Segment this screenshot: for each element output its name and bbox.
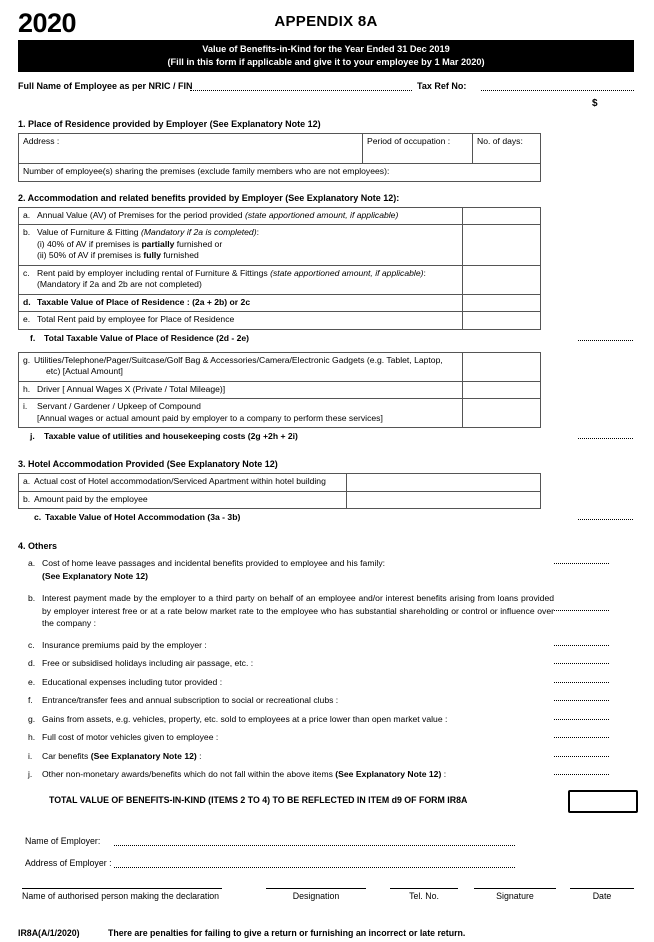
subtotal-2j-row	[18, 428, 634, 446]
list-item	[18, 657, 634, 670]
employee-name-row	[18, 81, 634, 95]
row-2e-value[interactable]	[463, 312, 541, 330]
address-cell[interactable]	[19, 134, 363, 164]
item-d-text: Free or subsidised holidays including air passage, etc. :	[42, 658, 254, 668]
row-2i-value[interactable]	[463, 399, 541, 428]
tax-ref-input[interactable]	[481, 90, 634, 91]
row-letter: e.	[23, 314, 31, 324]
row-3b-label	[19, 491, 347, 509]
row-2c-text: Rent paid by employer including rental of Furniture & Fittings	[37, 267, 271, 278]
sharing-cell[interactable]	[19, 164, 541, 182]
row-letter: b.	[23, 227, 31, 237]
table-row	[19, 134, 541, 164]
item-b-text: Interest payment made by the employer to a third party on behalf of an employee and/or interest benefits arising from loans provided by employer interest free or at a rate below market rate to the employee who has substantial shareholding or control or influence over the company :	[42, 593, 554, 628]
penalty-row	[18, 928, 634, 942]
item-c-value[interactable]	[554, 645, 609, 646]
list-item	[18, 731, 634, 744]
row-letter: d.	[23, 296, 31, 307]
table-row	[19, 312, 541, 330]
row-2b-tail: :	[256, 227, 259, 237]
row-3b-text: Amount paid by the employee	[34, 493, 148, 504]
employee-name-label: Full Name of Employee as per NRIC / FIN	[18, 81, 193, 91]
item-g-text: Gains from assets, e.g. vehicles, property, etc. sold to employees at a price lower than open market value :	[42, 713, 448, 724]
form-sheet	[18, 0, 634, 942]
subtotal-3c-text: Taxable Value of Hotel Accommodation (3a - 3b)	[45, 512, 241, 522]
item-j-note: (See Explanatory Note 12)	[335, 769, 442, 779]
signature-row	[18, 888, 634, 912]
list-item	[18, 694, 634, 707]
item-f-text: Entrance/transfer fees and annual subscription to social or recreational clubs :	[42, 695, 339, 705]
item-letter: h.	[28, 732, 36, 742]
row-2b-sub2-bold: fully	[143, 250, 162, 260]
grand-total-row	[18, 790, 634, 814]
date-rule[interactable]	[570, 888, 634, 889]
residence-table	[18, 133, 541, 182]
subtotal-3c-value[interactable]	[578, 519, 633, 520]
row-2e-label	[19, 312, 463, 330]
row-letter: h.	[23, 383, 31, 394]
grand-total-label: TOTAL VALUE OF BENEFITS-IN-KIND (ITEMS 2 TO 4) TO BE REFLECTED IN ITEM d9 OF FORM IR8A	[49, 794, 468, 805]
row-2g-text: Utilities/Telephone/Pager/Suitcase/Golf Bag & Accessories/Camera/Electronic Gadgets (e.g. Tablet, Laptop,	[34, 354, 443, 365]
table-row	[19, 164, 541, 182]
employer-address-label: Address of Employer :	[25, 857, 112, 868]
item-letter: j.	[28, 769, 33, 779]
subtotal-2f-text: Total Taxable Value of Place of Residence (2d - 2e)	[44, 332, 250, 343]
others-list	[18, 557, 634, 781]
table-row	[19, 265, 541, 294]
form-header	[18, 0, 634, 40]
subtotal-2j-text: Taxable value of utilities and housekeeping costs (2g +2h + 2i)	[44, 431, 298, 441]
penalty-text: There are penalties for failing to give a return or furnishing an incorrect or late return.	[108, 927, 466, 938]
item-c-text: Insurance premiums paid by the employer :	[42, 639, 207, 650]
tel-rule[interactable]	[390, 888, 458, 889]
subtotal-2f-value[interactable]	[578, 340, 633, 341]
row-2c-sub1: (Mandatory if 2a and 2b are not completed)	[37, 279, 202, 289]
row-letter: a.	[23, 209, 31, 220]
row-2h-value[interactable]	[463, 381, 541, 399]
banner	[18, 40, 634, 72]
row-letter: j.	[30, 431, 35, 441]
signature-label: Signature	[496, 890, 534, 901]
row-2a-italic: (state apportioned amount, if applicable)	[244, 209, 399, 220]
table-row	[19, 474, 541, 492]
list-item	[18, 713, 634, 726]
item-f-value[interactable]	[554, 700, 609, 701]
sharing-label: Number of employee(s) sharing the premises (exclude family members who are not employees):	[23, 166, 390, 176]
period-cell[interactable]	[363, 134, 473, 164]
list-item	[18, 592, 634, 630]
row-2d-value[interactable]	[463, 294, 541, 312]
row-2a-label	[19, 207, 463, 225]
item-j-post: :	[441, 769, 447, 779]
row-letter: b.	[23, 493, 31, 504]
employer-name-input[interactable]	[114, 845, 515, 846]
hotel-table	[18, 473, 541, 509]
row-2a-text: Annual Value (AV) of Premises for the period provided	[37, 209, 245, 220]
row-2c-value[interactable]	[463, 265, 541, 294]
row-2i-label	[19, 399, 463, 428]
item-letter: f.	[28, 695, 33, 705]
section-2-heading: 2. Accommodation and related benefits provided by Employer (See Explanatory Note 12):	[18, 192, 400, 203]
row-2b-sub2-pre: (ii) 50% of AV if premises is	[37, 250, 144, 260]
row-2b-sub2-post: furnished	[161, 250, 199, 260]
row-2i-text: Servant / Gardener / Upkeep of Compound	[37, 401, 201, 411]
item-e-text: Educational expenses including tutor provided :	[42, 676, 223, 687]
section-1-heading: 1. Place of Residence provided by Employer (See Explanatory Note 12)	[18, 119, 321, 129]
list-item	[18, 639, 634, 652]
item-i-post: :	[196, 750, 202, 761]
address-label: Address :	[23, 136, 60, 146]
item-b-value[interactable]	[554, 610, 609, 611]
row-letter: a.	[23, 476, 31, 486]
form-footer	[18, 836, 634, 942]
list-item	[18, 750, 634, 763]
item-h-value[interactable]	[554, 737, 609, 738]
section-3-heading: 3. Hotel Accommodation Provided (See Explanatory Note 12)	[18, 459, 278, 469]
row-2b-text: Value of Furniture & Fitting	[37, 227, 141, 237]
designation-rule[interactable]	[266, 888, 366, 889]
banner-line-2: (Fill in this form if applicable and give it to your employee by 1 Mar 2020)	[167, 56, 485, 67]
accommodation-table	[18, 207, 541, 330]
list-item	[18, 768, 634, 781]
banner-line-1: Value of Benefits-in-Kind for the Year Ended 31 Dec 2019	[202, 44, 450, 54]
row-letter: g.	[23, 354, 31, 365]
row-2c-label	[19, 265, 463, 294]
form-code: IR8A(A/1/2020)	[18, 927, 80, 938]
subtotal-2f-row	[18, 330, 634, 348]
designation-label: Designation	[292, 890, 340, 901]
subtotal-3c-row	[18, 509, 634, 527]
utilities-table	[18, 352, 541, 429]
row-letter: f.	[30, 332, 36, 343]
declaration-rule	[22, 888, 222, 889]
table-row	[19, 381, 541, 399]
row-letter: c.	[23, 267, 30, 278]
date-label: Date	[592, 890, 612, 901]
tax-ref-label: Tax Ref No:	[417, 81, 467, 91]
item-d-value[interactable]	[554, 663, 609, 664]
row-3a-text: Actual cost of Hotel accommodation/Serviced Apartment within hotel building	[34, 476, 326, 486]
employer-address-input[interactable]	[114, 867, 515, 868]
row-2g-sub: etc) [Actual Amount]	[46, 366, 123, 376]
table-row	[19, 352, 541, 381]
employee-name-input[interactable]	[190, 90, 412, 91]
item-i-value[interactable]	[554, 756, 609, 757]
row-2g-label	[19, 352, 463, 381]
item-i-note: (See Explanatory Note 12)	[90, 750, 197, 761]
signature-rule[interactable]	[474, 888, 556, 889]
table-row	[19, 294, 541, 312]
item-i-pre: Car benefits	[42, 750, 91, 761]
list-item	[18, 676, 634, 689]
item-a-text: Cost of home leave passages and incidental benefits provided to employee and his family:	[42, 558, 385, 568]
row-letter: c.	[34, 512, 42, 522]
row-2h-text: Driver [ Annual Wages X (Private / Total Mileage)]	[37, 383, 226, 394]
subtotal-2j-value[interactable]	[578, 438, 633, 439]
currency-symbol: $	[592, 98, 598, 109]
row-3a-label	[19, 474, 347, 492]
item-letter: i.	[28, 750, 33, 761]
days-cell[interactable]	[473, 134, 541, 164]
row-letter: i.	[23, 401, 28, 411]
row-2d-text: Taxable Value of Place of Residence : (2a + 2b) or 2c	[37, 296, 251, 307]
declaration-label: Name of authorised person making the declaration	[22, 890, 220, 901]
row-2b-sub1-post: furnished or	[174, 238, 223, 249]
tel-label: Tel. No.	[409, 890, 439, 901]
row-2b-sub1-bold: partially	[141, 238, 175, 249]
currency-row	[18, 95, 634, 113]
table-row	[19, 399, 541, 428]
table-row	[19, 491, 541, 509]
row-2a-value[interactable]	[463, 207, 541, 225]
item-letter: c.	[28, 639, 35, 650]
employer-address-row	[18, 858, 634, 875]
item-h-text: Full cost of motor vehicles given to employee :	[42, 732, 219, 742]
row-2b-italic: (Mandatory if 2a is completed)	[140, 227, 257, 237]
item-j-value[interactable]	[554, 774, 609, 775]
item-j-pre: Other non-monetary awards/benefits which do not fall within the above items	[42, 769, 336, 779]
row-2i-sub: [Annual wages or actual amount paid by employer to a company to perform these services]	[37, 412, 383, 423]
employer-name-row	[18, 836, 634, 853]
page-title: APPENDIX 8A	[274, 13, 378, 30]
row-2b-sub1-pre: (i) 40% of AV if premises is	[37, 238, 142, 249]
section-4-heading: 4. Others	[18, 541, 58, 551]
row-2c-italic: (state apportioned amount, if applicable)	[270, 267, 424, 278]
row-2d-label	[19, 294, 463, 312]
table-row	[19, 207, 541, 225]
row-2h-label	[19, 381, 463, 399]
item-letter: e.	[28, 676, 36, 687]
row-2b-label	[19, 225, 463, 266]
item-letter: d.	[28, 658, 36, 668]
row-2c-tail: :	[423, 267, 426, 278]
item-e-value[interactable]	[554, 682, 609, 683]
item-g-value[interactable]	[554, 719, 609, 720]
row-3b-value[interactable]	[347, 491, 541, 509]
grand-total-input[interactable]	[568, 790, 638, 813]
row-3a-value[interactable]	[347, 474, 541, 492]
period-label: Period of occupation :	[367, 136, 451, 146]
table-row	[19, 225, 541, 266]
item-a-note: (See Explanatory Note 12)	[42, 570, 149, 581]
item-letter: b.	[28, 593, 36, 603]
year-label: 2020	[18, 8, 77, 38]
item-a-value[interactable]	[554, 563, 609, 564]
row-2g-value[interactable]	[463, 352, 541, 381]
days-label: No. of days:	[477, 136, 523, 146]
list-item	[18, 557, 634, 582]
employer-name-label: Name of Employer:	[25, 835, 101, 846]
row-2e-text: Total Rent paid by employee for Place of Residence	[37, 314, 235, 324]
item-letter: a.	[28, 558, 36, 568]
item-letter: g.	[28, 713, 36, 724]
row-2b-value[interactable]	[463, 225, 541, 266]
